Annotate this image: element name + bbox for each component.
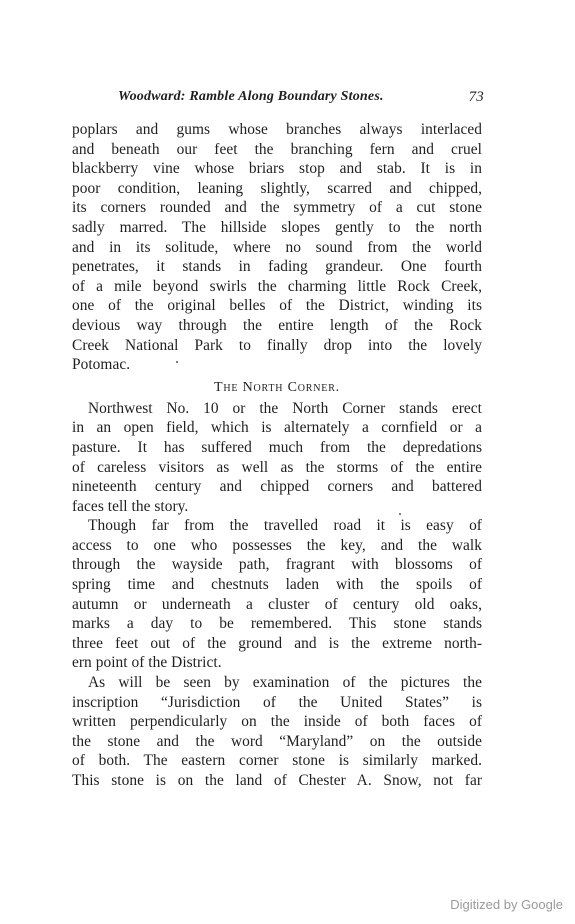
- text-line: of careless visitors as well as the storms of the entire: [72, 458, 482, 476]
- scan-speck: [176, 361, 178, 363]
- text-line: blackberry vine whose briars stop and stab. It is in: [72, 160, 482, 178]
- text-line: and beneath our feet the branching fern and cruel: [72, 140, 482, 158]
- text-line: Potomac.: [72, 356, 131, 374]
- text-line: three feet out of the ground and is the extreme north-: [72, 634, 482, 652]
- text-line: written perpendicularly on the inside of both faces of: [72, 713, 482, 731]
- body-text: [72, 120, 482, 791]
- paragraph: [72, 673, 482, 791]
- text-line: devious way through the entire length of the Rock: [72, 316, 482, 334]
- text-line: in an open field, which is alternately a cornfield or a: [72, 419, 482, 437]
- text-line: nineteenth century and chipped corners and battered: [72, 478, 482, 496]
- text-line: Northwest No. 10 or the North Corner stands erect: [88, 399, 482, 417]
- digitization-watermark: Digitized by Google: [450, 897, 563, 912]
- text-line: and in its solitude, where no sound from the world: [72, 238, 482, 256]
- section-heading: [72, 376, 482, 398]
- text-line: spring time and chestnuts laden with the spoils of: [72, 576, 482, 594]
- text-line: marks a day to be remembered. This stone stands: [72, 615, 482, 633]
- text-line: faces tell the story.: [72, 497, 189, 515]
- paragraph-continuation: [72, 120, 482, 375]
- paragraph: [72, 399, 482, 517]
- section-heading-text: The North Corner.: [214, 379, 340, 395]
- page-number: 73: [468, 89, 484, 105]
- text-line: This stone is on the land of Chester A. Snow, not far: [72, 772, 482, 789]
- text-line: poplars and gums whose branches always interlaced: [72, 121, 482, 138]
- running-header: [118, 89, 488, 111]
- scan-speck: [399, 513, 401, 515]
- running-title: Woodward: Ramble Along Boundary Stones.: [118, 89, 384, 104]
- text-line: pasture. It has suffered much from the depredations: [72, 438, 482, 456]
- paragraph: [72, 516, 482, 673]
- text-line: Creek National Park to finally drop into the lovely: [72, 336, 482, 354]
- text-line: its corners rounded and the symmetry of a cut stone: [72, 199, 482, 217]
- text-line: inscription “Jurisdiction of the United States” is: [72, 693, 482, 711]
- text-line: one of the original belles of the District, winding its: [72, 297, 482, 315]
- text-line: of both. The eastern corner stone is similarly marked.: [72, 752, 482, 770]
- text-line: Though far from the travelled road it is easy of: [88, 517, 482, 535]
- text-line: of a mile beyond swirls the charming little Rock Creek,: [72, 277, 482, 295]
- text-line: As will be seen by examination of the pictures the: [88, 674, 482, 692]
- text-line: poor condition, leaning slightly, scarred and chipped,: [72, 179, 482, 197]
- text-line: access to one who possesses the key, and the walk: [72, 536, 482, 554]
- text-line: the stone and the word “Maryland” on the outside: [72, 732, 482, 750]
- text-line: ern point of the District.: [72, 654, 222, 672]
- text-line: sadly marred. The hillside slopes gently to the north: [72, 218, 482, 236]
- text-line: penetrates, it stands in fading grandeur. One fourth: [72, 258, 482, 276]
- text-line: autumn or underneath a cluster of century old oaks,: [72, 595, 482, 613]
- text-line: through the wayside path, fragrant with blossoms of: [72, 556, 482, 574]
